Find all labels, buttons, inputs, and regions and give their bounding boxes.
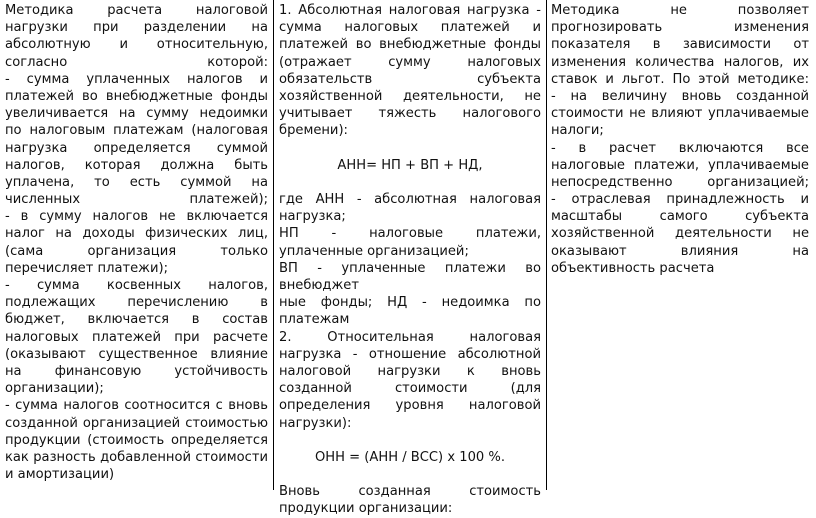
text-line: сумма налоговых платежей и <box>279 20 541 36</box>
text-line: объективность расчета <box>551 260 715 276</box>
text-line: ставок и льгот. По этой методике: <box>551 71 809 87</box>
text-line: продукции (стоимость определяется <box>5 432 268 448</box>
text-line: показателя в зависимости от <box>551 37 809 53</box>
text-line: непосредственно организацией; <box>551 174 809 190</box>
text-line: организации); <box>5 381 104 397</box>
text-line: согласно которой: <box>5 54 268 70</box>
text-line: - на величину вновь созданной <box>551 88 809 104</box>
text-line: изменения количества налогов, их <box>551 54 809 70</box>
text-line: уплаченные организацией; <box>279 243 469 259</box>
text-line: масштабы самого субъекта <box>551 209 809 225</box>
column-2-cell <box>279 2 541 518</box>
text-line: - в сумму налогов не включается <box>5 209 268 225</box>
text-line: нагрузки при разделении на <box>5 20 268 36</box>
text-line: ные фонды; НД - недоимка по <box>279 295 541 311</box>
text-line: абсолютную и относительную, <box>5 37 268 53</box>
text-line: хозяйственной деятельности не <box>551 226 809 242</box>
text-line: налог на доходы физических лиц, <box>5 226 268 242</box>
column-3-cell <box>551 2 809 277</box>
text-line: Вновь созданная стоимость <box>279 484 541 500</box>
text-line: созданной стоимости (для <box>279 381 541 397</box>
text-line: (оказывают существенное влияние <box>5 346 268 362</box>
text-line: созданной организацией стоимостью <box>5 415 268 431</box>
text-line: платежей во внебюджетные фонды <box>5 88 268 104</box>
text-line: налоги; <box>551 123 604 139</box>
text-line: - сумма налогов соотносится с вновь <box>5 398 268 414</box>
text-line <box>279 466 541 483</box>
text-line: учитывает тяжесть налогового <box>279 106 541 122</box>
text-line: увеличивается на сумму недоимки <box>5 106 268 122</box>
text-line: нагрузки): <box>279 415 352 431</box>
text-line: Методика не позволяет <box>551 3 809 18</box>
text-line: оказывают влияния на <box>551 243 809 259</box>
text-line <box>279 432 541 449</box>
text-line: 1. Абсолютная налоговая нагрузка - <box>279 3 541 18</box>
text-line: продукции организации: <box>279 501 453 517</box>
column-divider <box>546 0 547 490</box>
text-line: - отраслевая принадлежность и <box>551 192 809 208</box>
text-line: бремени): <box>279 123 348 139</box>
text-line: стоимости не влияют уплачиваемые <box>551 106 809 122</box>
text-line: ОНН = (АНН / ВСС) х 100 %. <box>315 449 505 465</box>
text-line <box>279 140 541 157</box>
text-line: 2. Относительная налоговая <box>279 329 541 345</box>
text-line: перечисляет платежи); <box>5 260 168 276</box>
text-line: АНН= НП + ВП + НД, <box>337 157 483 173</box>
text-line: на финансовую устойчивость <box>5 363 268 379</box>
text-line <box>279 174 541 191</box>
text-line: НП - налоговые платежи, <box>279 226 541 242</box>
text-line: нагрузка - отношение абсолютной <box>279 346 541 362</box>
text-line: налогов, которая должна быть <box>5 157 268 173</box>
text-line: обязательств субъекта <box>279 71 541 87</box>
text-line: и амортизации) <box>5 467 115 483</box>
text-line: нагрузка определяется суммой <box>5 140 268 156</box>
text-line: Методика расчета налоговой <box>5 3 268 18</box>
text-line: уплачена, то есть суммой на <box>5 174 268 190</box>
text-line: хозяйственной деятельности, не <box>279 88 541 104</box>
column-1-cell <box>5 2 268 483</box>
text-line: платежей во внебюджетные фонды <box>279 37 541 53</box>
text-line: нагрузка; <box>279 209 346 225</box>
text-line: численных платежей); <box>5 192 268 208</box>
text-line: платежам <box>279 312 350 328</box>
text-line: налоговых платежей при расчете <box>5 329 268 345</box>
text-line: - сумма уплаченных налогов и <box>5 71 268 87</box>
text-line: прогнозировать изменения <box>551 20 809 36</box>
text-line: (сама организация только <box>5 243 268 259</box>
text-line: подлежащих перечислению в <box>5 295 268 311</box>
text-line: бюджет, включается в состав <box>5 312 268 328</box>
text-line: где АНН - абсолютная налоговая <box>279 192 541 208</box>
text-line: определения уровня налоговой <box>279 398 541 414</box>
text-line: ВП - уплаченные платежи во <box>279 260 541 276</box>
text-line: - в расчет включаются все <box>551 140 809 156</box>
text-line: по налоговым платежам (налоговая <box>5 123 268 139</box>
text-line: (отражает сумму налоговых <box>279 54 541 70</box>
text-line: налоговые платежи, уплачиваемые <box>551 157 809 173</box>
text-line: - сумма косвенных налогов, <box>5 278 268 293</box>
text-line: налоговой нагрузки к вновь <box>279 363 541 379</box>
text-line: как разность добавленной стоимости <box>5 449 268 465</box>
text-line: внебюджет <box>279 278 359 293</box>
column-divider <box>273 0 274 490</box>
